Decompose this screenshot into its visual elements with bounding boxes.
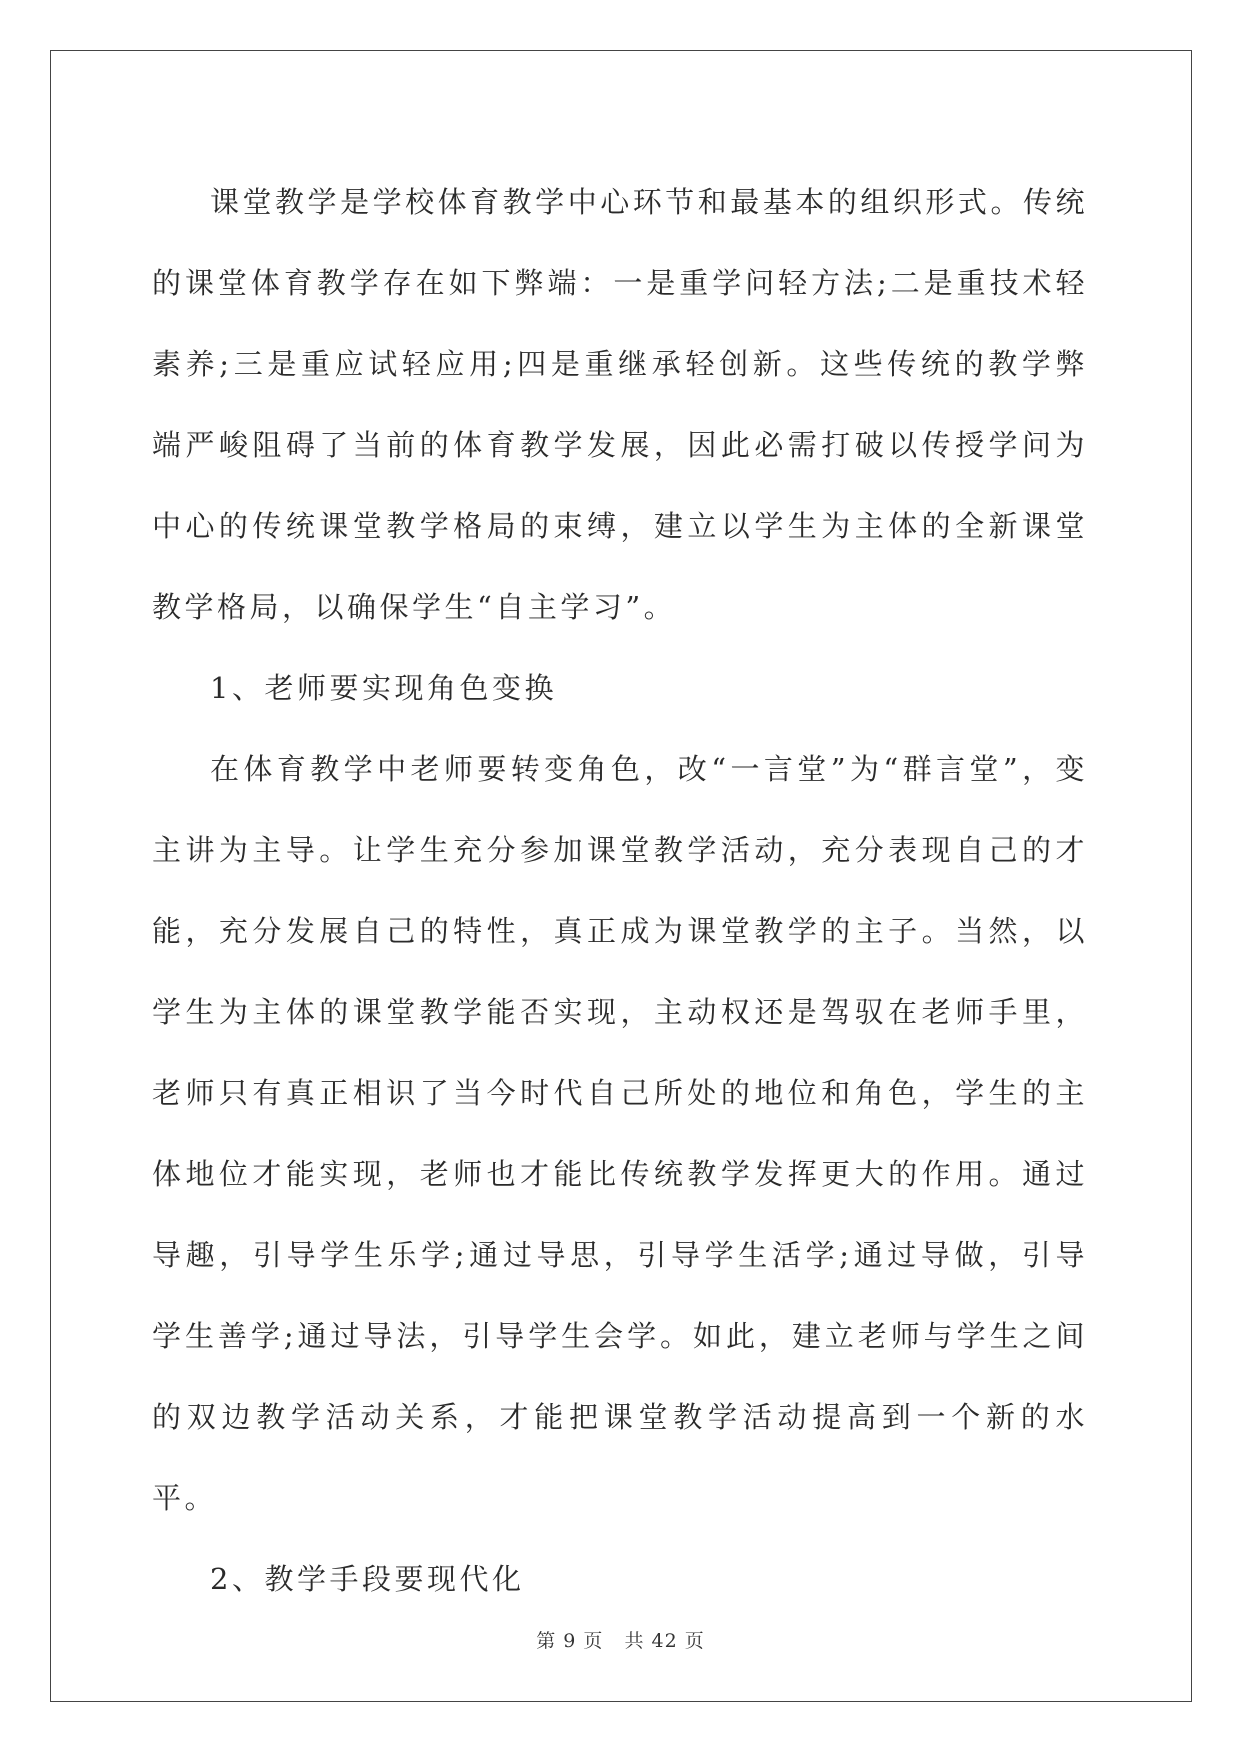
document-body	[152, 162, 1088, 1620]
paragraph-teacher-role: 在体育教学中老师要转变角色，改“一言堂”为“群言堂”，变主讲为主导。让学生充分参加课堂教学活动，充分表现自己的才能，充分发展自己的特性，真正成为课堂教学的主子。当然，以学生为主体的课堂教学能否实现，主动权还是驾驭在老师手里，老师只有真正相识了当今时代自己所处的地位和角色，学生的主体地位才能实现，老师也才能比传统教学发挥更大的作用。通过导趣，引导学生乐学;通过导思，引导学生活学;通过导做，引导学生善学;通过导法，引导学生会学。如此，建立老师与学生之间的双边教学活动关系，才能把课堂教学活动提高到一个新的水平。	[152, 752, 1088, 1515]
page-footer	[0, 1626, 1241, 1653]
paragraph-intro: 课堂教学是学校体育教学中心环节和最基本的组织形式。传统的课堂体育教学存在如下弊端：一是重学问轻方法;二是重技术轻素养;三是重应试轻应用;四是重继承轻创新。这些传统的教学弊端严峻阻碍了当前的体育教学发展，因此必需打破以传授学问为中心的传统课堂教学格局的束缚，建立以学生为主体的全新课堂教学格局，以确保学生“自主学习”。	[152, 185, 1088, 624]
page-total: 共 42 页	[624, 1630, 705, 1652]
section-heading-2: 2、教学手段要现代化	[210, 1562, 525, 1596]
page-number: 第 9 页	[536, 1630, 604, 1652]
section-heading-1: 1、老师要实现角色变换	[210, 671, 557, 705]
